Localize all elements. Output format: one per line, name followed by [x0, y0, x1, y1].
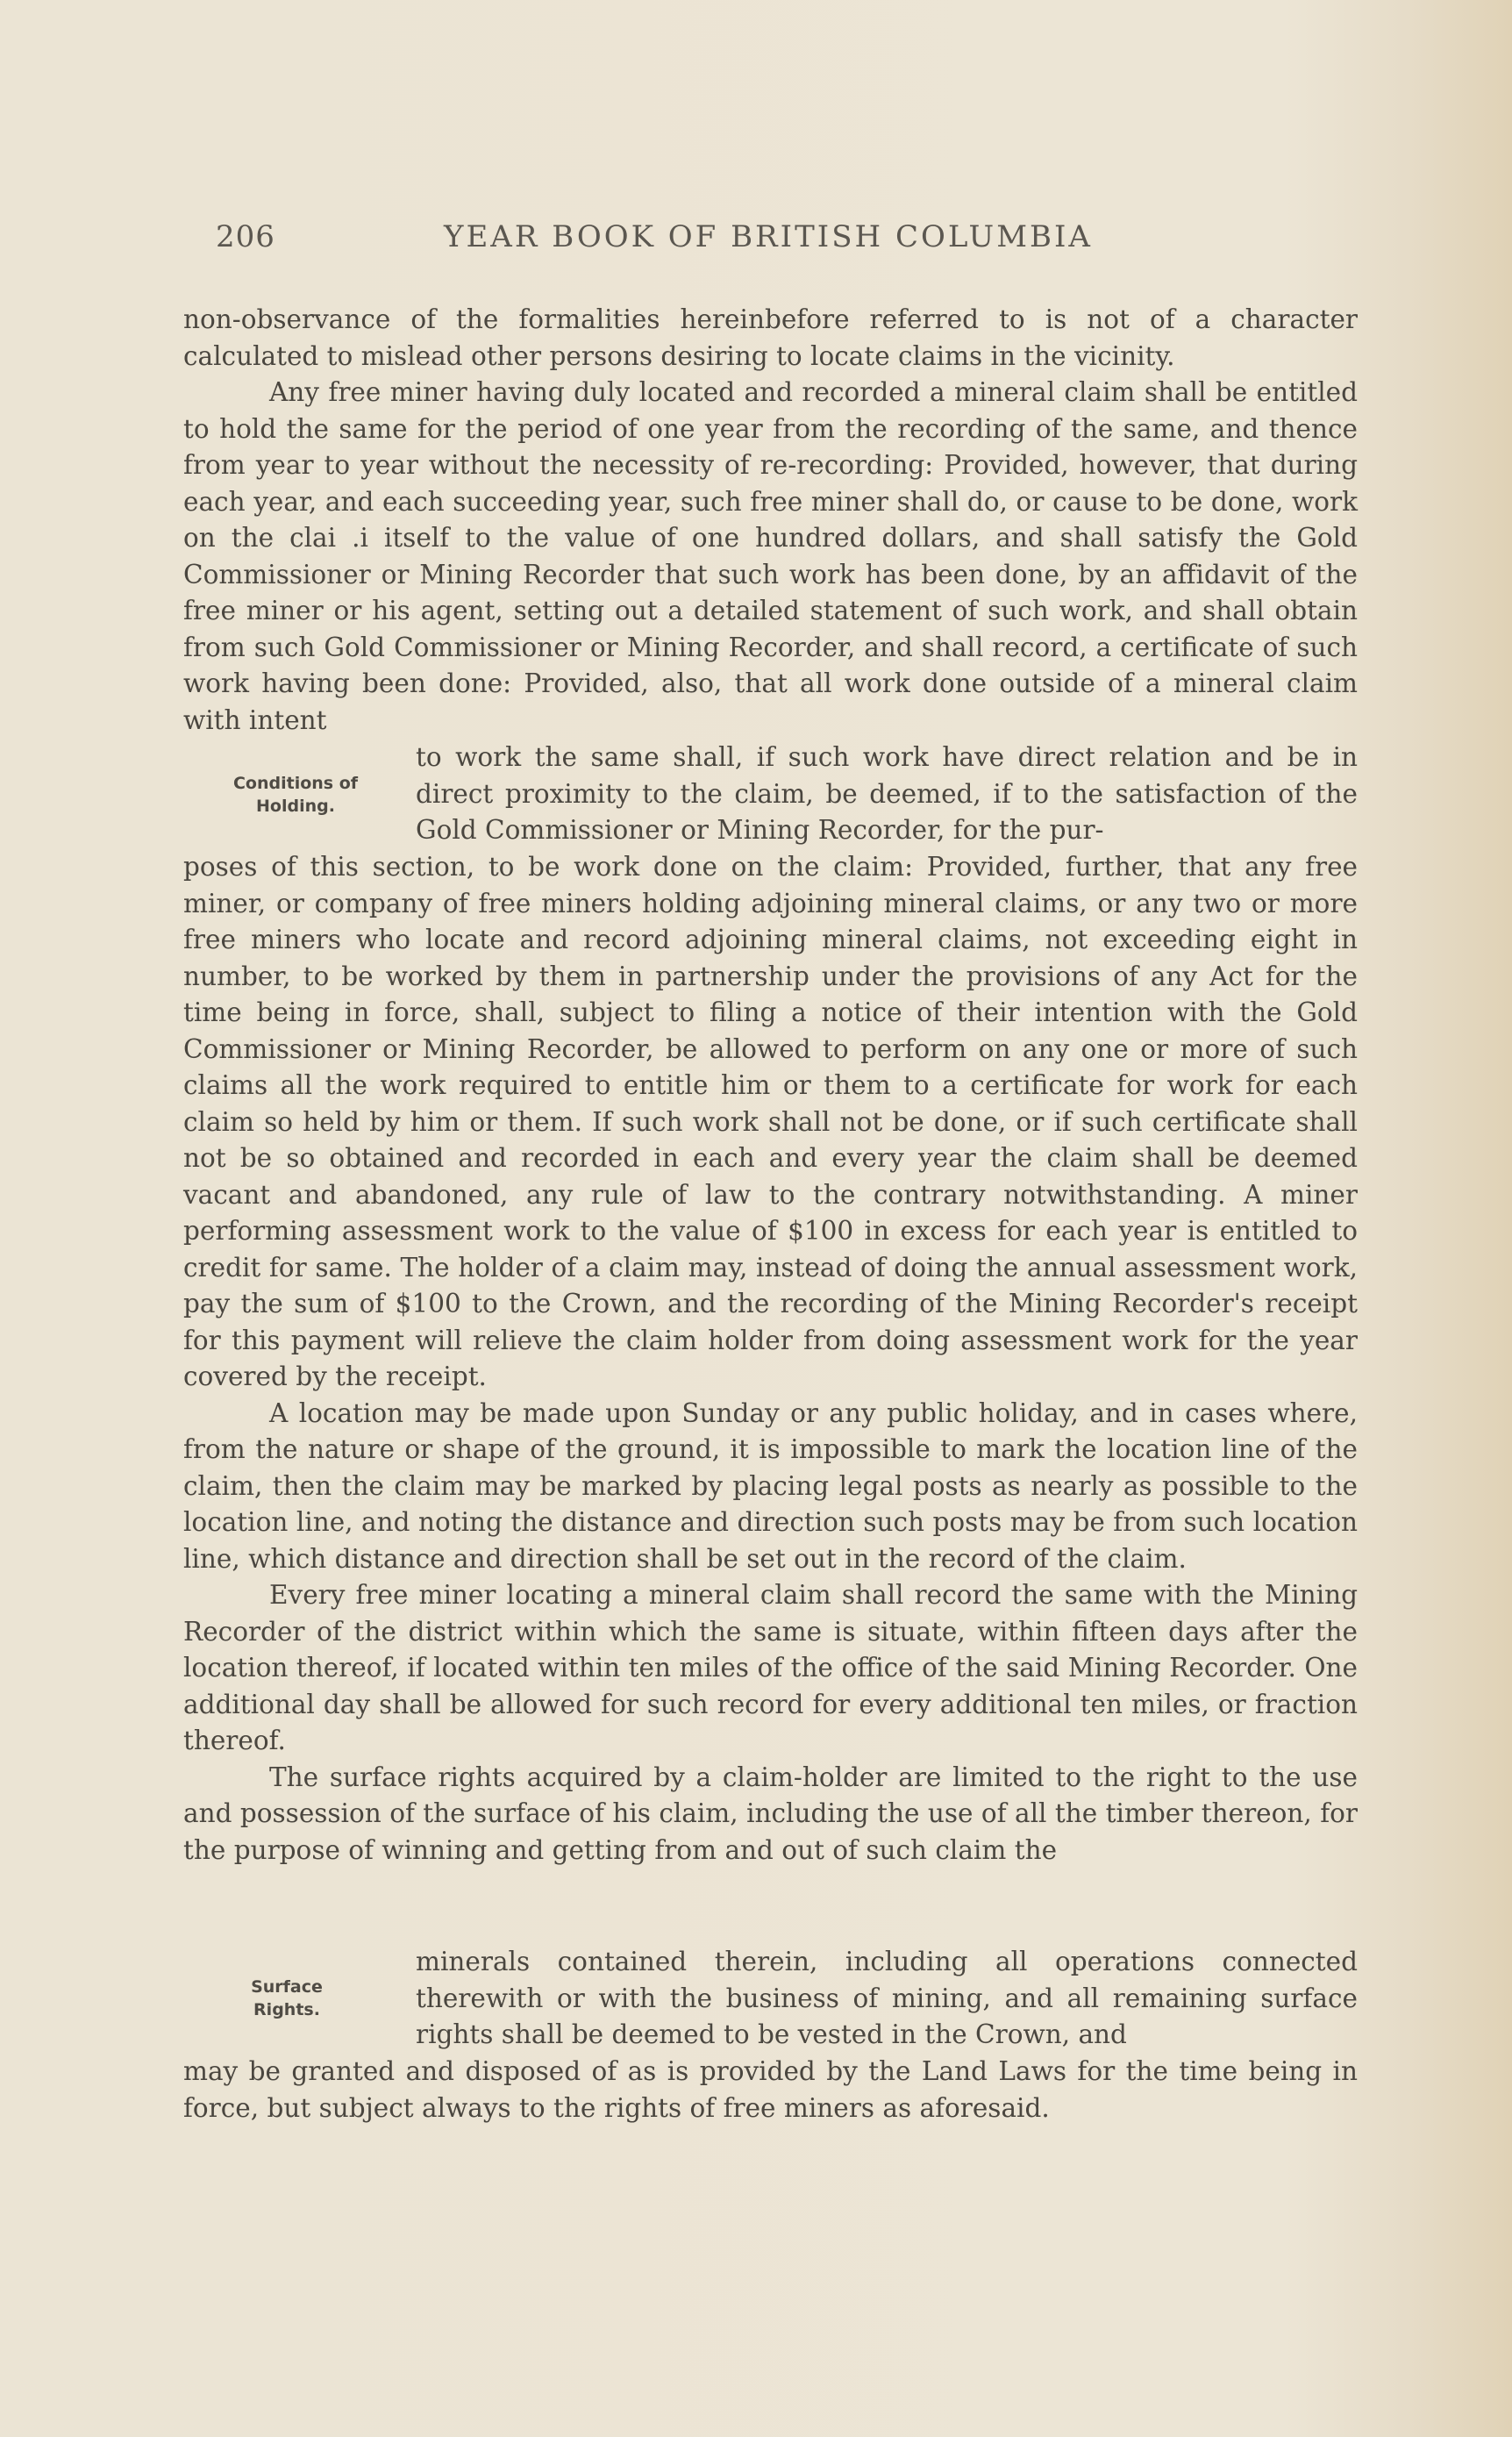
margin-note-line: Conditions of [232, 774, 359, 793]
page-number: 206 [216, 219, 275, 254]
paragraph-2-end: poses of this section, to be work done on the claim: Provided, further, that any free miner, or company of free miners holding adjoining mineral claims, or any two or more free miners who locate and record adjoining mineral claims, not exceeding eight in number, to be worked by them in partnership under the provisions of any Act for the time being in force, shall, subject to filing a notice of their intention with the Gold Commissioner or Mining Recorder, be allowed to perform on any one or more of such claims all the work required to entitle him or them to a certificate for work for each claim so held by him or them. If such work shall not be done, or if such certificate shall not be so obtained and recorded in each and every year the claim shall be deemed vacant and abandoned, any rule of law to the contrary notwithstanding. A miner performing assessment work to the value of $100 in excess for each year is entitled to credit for same. The holder of a claim may, instead of doing the annual assessment work, pay the sum of $100 to the Crown, and the recording of the Mining Recorder's receipt for this payment will relieve the claim holder from doing assessment work for the year covered by the receipt. [183, 852, 1358, 1391]
paragraph-2-wrapped: to work the same shall, if such work have direct relation and be in direct proximity to the claim, be deemed, if to the satisfaction of the Gold Commissioner or Mining Recorder, for the pur- [416, 742, 1358, 845]
text-block-5 [183, 2054, 1358, 2126]
text-block-1 [183, 302, 1358, 739]
margin-note-line: Rights. [253, 2000, 320, 2019]
paragraph-4: Every free miner locating a mineral claim shall record the same with the Mining Recorder of the district within which the same is situate, within fifteen days after the location thereof, if located within ten miles of the office of the said Mining Recorder. One additional day shall be allowed for such record for every additional ten miles, or fraction thereof. [183, 1580, 1358, 1755]
text-block-3 [183, 849, 1358, 1869]
margin-note-surface-rights [230, 1976, 344, 2021]
paragraph-1: non-observance of the formalities hereinbefore referred to is not of a character calculated to mislead other persons desiring to locate claims in the vicinity. [183, 304, 1358, 371]
margin-note-line: Surface [251, 1977, 323, 1997]
paragraph-3: A location may be made upon Sunday or any public holiday, and in cases where, from the nature or shape of the ground, it is impossible to mark the location line of the claim, then the claim may be marked by placing legal posts as nearly as possible to the location line, and noting the distance and direction such posts may be from such location line, which distance and direction shall be set out in the record of the claim. [183, 1397, 1358, 1574]
running-title: YEAR BOOK OF BRITISH COLUMBIA [444, 219, 1093, 254]
paragraph-5-start: The surface rights acquired by a claim-holder are limited to the right to the use and possession of the surface of his claim, including the use of all the timber thereon, for the purpose of winning and getting from and out of such claim the [183, 1762, 1358, 1865]
page-header [216, 219, 1356, 254]
text-block-4 [183, 1944, 1358, 2054]
paragraph-5-end: may be granted and disposed of as is provided by the Land Laws for the time being in force, but subject always to the rights of free miners as aforesaid. [183, 2056, 1358, 2123]
paragraph-5-wrapped: minerals contained therein, including all operations connected therewith or with the business of mining, and all remaining surface rights shall be deemed to be vested in the Crown, and [416, 1947, 1358, 2049]
margin-note-line: Holding. [256, 797, 335, 816]
paragraph-2-start: Any free miner having duly located and recorded a mineral claim shall be entitled to hold the same for the period of one year from the recording of the same, and thence from year to year without the necessity of re-recording: Provided, however, that during each year, and each succeeding year, such free miner shall do, or cause to be done, work on the clai .i itself to the value of one hundred dollars, and shall satisfy the Gold Commissioner or Mining Recorder that such work has been done, by an affidavit of the free miner or his agent, setting out a detailed statement of such work, and shall obtain from such Gold Commissioner or Mining Recorder, and shall record, a certificate of such work having been done: Provided, also, that all work done outside of a mineral claim with intent [183, 377, 1358, 735]
margin-note-conditions-of-holding [221, 772, 370, 818]
